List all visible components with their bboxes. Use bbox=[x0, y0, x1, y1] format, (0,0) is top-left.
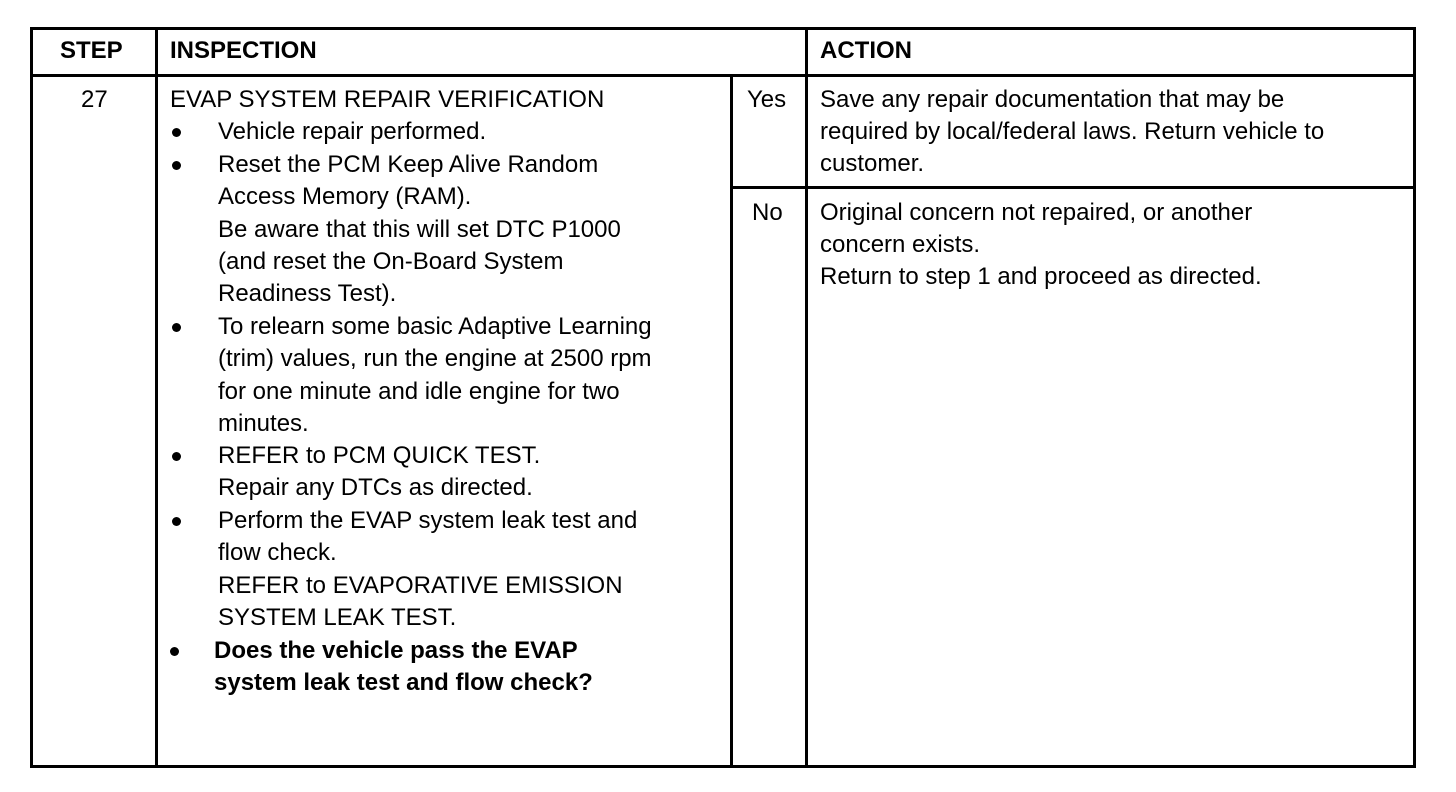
bullet-dot bbox=[172, 128, 181, 137]
yes-no-divider bbox=[730, 186, 1413, 189]
list-item: Reset the PCM Keep Alive Random Access Memory (RAM). Be aware that this will set DTC P1000 (and reset the On-Board System Readiness Test). bbox=[218, 151, 621, 308]
no-action: Original concern not repaired, or another concern exists. Return to step 1 and proceed as directed. bbox=[820, 199, 1262, 290]
bullet-dot bbox=[172, 517, 181, 526]
list-item: Vehicle repair performed. bbox=[218, 118, 487, 145]
answer-yes-label: Yes bbox=[747, 86, 787, 113]
step-number: 27 bbox=[81, 86, 108, 113]
action-column-divider bbox=[805, 30, 808, 765]
yes-action: Save any repair documentation that may be required by local/federal laws. Return vehicle to customer. bbox=[820, 86, 1325, 177]
list-item: Perform the EVAP system leak test and flow check. REFER to EVAPORATIVE EMISSION SYSTEM LEAK TEST. bbox=[218, 507, 638, 631]
header-step: STEP bbox=[60, 37, 123, 64]
list-item: To relearn some basic Adaptive Learning (trim) values, run the engine at 2500 rpm for one minute and idle engine for two minutes. bbox=[218, 313, 652, 437]
answer-column-divider bbox=[730, 74, 733, 765]
header-divider bbox=[33, 74, 1413, 77]
header-action: ACTION bbox=[820, 37, 912, 64]
step-column-divider bbox=[155, 30, 158, 765]
bullet-dot bbox=[170, 647, 179, 656]
bullet-dot bbox=[172, 323, 181, 332]
answer-no-label: No bbox=[752, 199, 783, 226]
inspection-table bbox=[30, 27, 1416, 768]
list-item: REFER to PCM QUICK TEST. Repair any DTCs as directed. bbox=[218, 442, 541, 502]
header-inspection: INSPECTION bbox=[170, 37, 317, 64]
bullet-dot bbox=[172, 161, 181, 170]
inspection-question: Does the vehicle pass the EVAP system leak test and flow check? bbox=[214, 637, 593, 697]
inspection-title: EVAP SYSTEM REPAIR VERIFICATION bbox=[170, 86, 605, 113]
bullet-dot bbox=[172, 452, 181, 461]
